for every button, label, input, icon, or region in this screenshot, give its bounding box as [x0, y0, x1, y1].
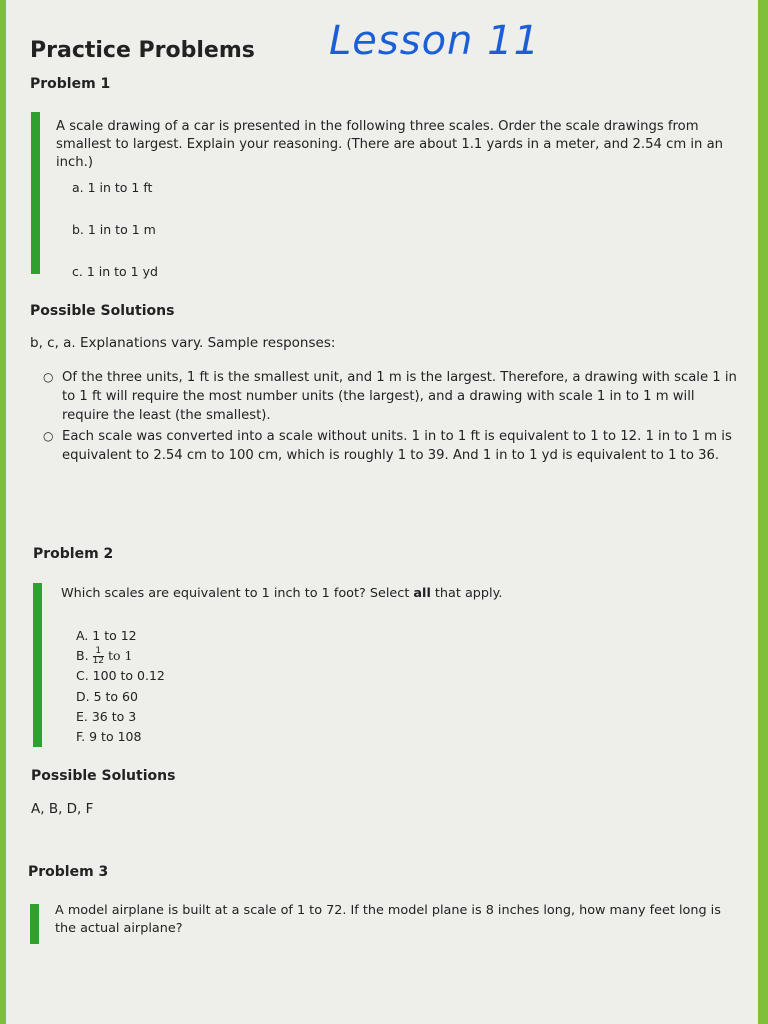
problem-2-bar: [33, 583, 42, 747]
problem-1-option-a: a. 1 in to 1 ft: [72, 180, 153, 195]
solutions-1-heading: Possible Solutions: [30, 303, 175, 319]
fraction: [93, 647, 104, 666]
problem-3-bar: [30, 904, 39, 944]
solutions-1-bullet: [30, 427, 740, 465]
handwritten-lesson-note: Lesson 11: [329, 18, 541, 64]
solutions-1-list: [30, 368, 740, 467]
bullet-marker: ○: [43, 429, 54, 443]
problem-2-text-before: Which scales are equivalent to 1 inch to 1 foot? Select: [61, 586, 414, 601]
problem-2-text: [61, 585, 721, 603]
solutions-1-intro: b, c, a. Explanations vary. Sample responses:: [30, 335, 336, 351]
problem-2-option-a: A. 1 to 12: [76, 628, 137, 643]
option-b-prefix: B.: [76, 648, 89, 664]
problem-2-option-c: C. 100 to 0.12: [76, 668, 165, 684]
problem-2-options: [76, 626, 165, 747]
worksheet-page: [6, 0, 758, 1024]
solutions-1-bullet: [30, 368, 740, 425]
fraction-denominator: 12: [92, 656, 105, 667]
problem-1-option-b: b. 1 in to 1 m: [72, 222, 156, 237]
problem-1-option-c: c. 1 in to 1 yd: [72, 264, 158, 279]
problem-2-option-e: E. 36 to 3: [76, 708, 137, 724]
problem-3-heading: Problem 3: [28, 864, 109, 880]
problem-2-heading: Problem 2: [33, 546, 114, 562]
problem-2-text-after: that apply.: [430, 586, 503, 601]
problem-2-text-bold: all: [413, 586, 431, 601]
solutions-2-answer: A, B, D, F: [31, 801, 94, 817]
problem-1-bar: [31, 112, 40, 274]
problem-1-text: A scale drawing of a car is presented in the following three scales. Order the scale drawings from smallest to largest. Explain your reasoning. (There are about 1.1 yards in a meter, and 2.54 cm in an inch.): [56, 119, 724, 170]
solutions-1-bullet-text: Of the three units, 1 ft is the smallest unit, and 1 m is the largest. Therefore, a drawing with scale 1 in to 1 ft will require the most number units (the largest), and a drawing with scale 1 in to 1 m will require the least (the smallest).: [62, 370, 737, 423]
problem-2-option-b: [76, 646, 165, 666]
fraction-numerator: 1: [93, 647, 104, 657]
problem-2-option-d: D. 5 to 60: [76, 688, 138, 704]
solutions-1-bullet-text: Each scale was converted into a scale without units. 1 in to 1 ft is equivalent to 1 to 12. 1 in to 1 m is equivalent to 2.54 cm to 100 cm, which is roughly 1 to 39. And 1 in to 1 yd is equivalent to 1 to 36.: [62, 429, 732, 463]
option-b-suffix: to 1: [108, 648, 133, 664]
problem-2-option-f: F. 9 to 108: [76, 729, 142, 745]
solutions-2-heading: Possible Solutions: [31, 768, 176, 784]
page-title: Practice Problems: [30, 38, 255, 63]
problem-3-text: A model airplane is built at a scale of 1 to 72. If the model plane is 8 inches long, how many feet long is the actual airplane?: [55, 903, 721, 936]
problem-1-heading: Problem 1: [30, 76, 111, 92]
bullet-marker: ○: [43, 370, 54, 384]
